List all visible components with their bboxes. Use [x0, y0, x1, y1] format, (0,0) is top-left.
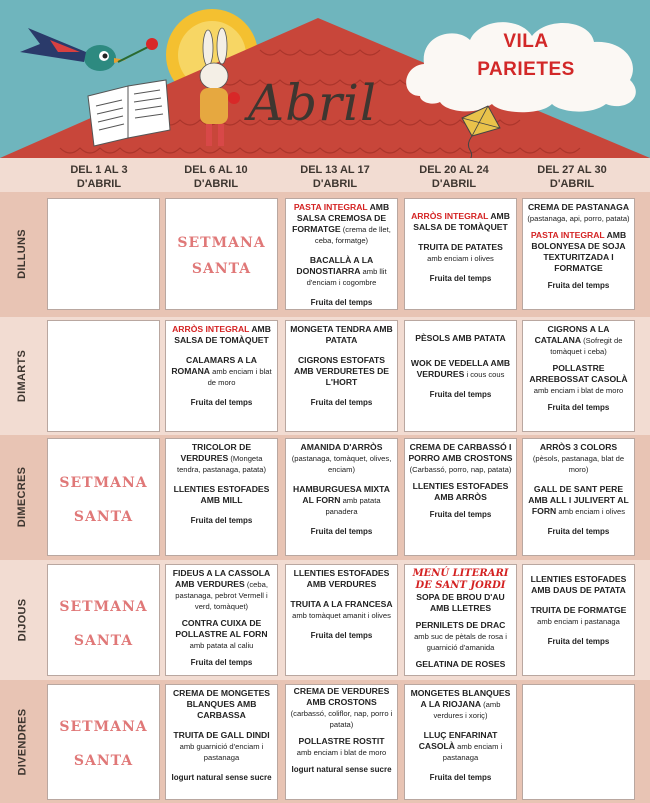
menu-cell-dimarts-w1	[47, 320, 160, 432]
sant-jordi-heading: MENÚ LITERARI DE SANT JORDI	[412, 568, 509, 591]
menu-cell-divendres-w3: CREMA DE VERDURES AMB CROSTONS (carbassó, coliflor, nap, porro i patata) POLLASTRE ROSTIT amb enciam i blat de moro Iogurt natural sense sucre	[285, 684, 398, 800]
column-header-week-3: DEL 13 AL 17 D'ABRIL	[300, 164, 370, 190]
menu-cell-dijous-w3: LLENTIES ESTOFADES AMB VERDURES TRUITA A LA FRANCESA amb tomàquet amanit i olives Fruita del temps	[285, 564, 398, 676]
column-header-week-5: DEL 27 AL 30 D'ABRIL	[537, 164, 607, 190]
menu-cell-divendres-w5	[522, 684, 635, 800]
column-header-week-4: DEL 20 AL 24 D'ABRIL	[419, 164, 489, 190]
page-title: VILA PARIETES	[477, 31, 575, 80]
menu-cell-divendres-w4: MONGETES BLANQUES A LA RIOJANA (amb verdures i xoriç) LLUÇ ENFARINAT CASOLÀ amb enciam i pastanaga Fruita del temps	[404, 684, 517, 800]
row-label-dimecres: DIMECRES	[16, 466, 28, 528]
row-label-dijous: DIJOUS	[15, 598, 28, 642]
menu-cell-dimecres-w2: TRICOLOR DE VERDURES (Mongeta tendra, pastanaga, patata) LLENTIES ESTOFADES AMB MILL Fruita del temps	[165, 438, 278, 556]
menu-cell-dimarts-w4: PÈSOLS AMB PATATA WOK DE VEDELLA AMB VERDURES i cous cous Fruita del temps	[404, 320, 517, 432]
menu-cell-dimecres-w5: ARRÒS 3 COLORS (pèsols, pastanaga, blat de moro) GALL DE SANT PERE AMB ALL I JULIVERT AL FORN amb enciam i olives Fruita del temps	[522, 438, 635, 556]
menu-cell-divendres-w1: SETMANA SANTA	[47, 684, 160, 800]
menu-cell-dimecres-w1: SETMANA SANTA	[47, 438, 160, 556]
menu-cell-dilluns-w5: CREMA DE PASTANAGA (pastanaga, api, porro, patata) PASTA INTEGRAL AMB BOLONYESA DE SOJA TEXTURITZADA I FORMATGE Fruita del temps	[522, 198, 635, 310]
menu-cell-dilluns-w4: ARRÒS INTEGRAL AMB SALSA DE TOMÀQUET TRUITA DE PATATES amb enciam i olives Fruita del temps	[404, 198, 517, 310]
menu-cell-dimarts-w5: CIGRONS A LA CATALANA (Sofregit de tomàquet i ceba) POLLASTRE ARREBOSSAT CASOLÀ amb enciam i blat de moro Fruita del temps	[522, 320, 635, 432]
menu-cell-dimarts-w2: ARRÒS INTEGRAL AMB SALSA DE TOMÀQUET CALAMARS A LA ROMANA amb enciam i blat de moro Fruita del temps	[165, 320, 278, 432]
menu-cell-divendres-w2: CREMA DE MONGETES BLANQUES AMB CARBASSA TRUITA DE GALL DINDI amb guarnició d'enciam i pastanaga Iogurt natural sense sucre	[165, 684, 278, 800]
column-header-week-1: DEL 1 AL 3 D'ABRIL	[70, 164, 128, 190]
menu-cell-dilluns-w1	[47, 198, 160, 310]
month-title: Abril	[248, 74, 377, 132]
menu-cell-dijous-w4: MENÚ LITERARI DE SANT JORDI SOPA DE BROU D'AU AMB LLETRES PERNILETS DE DRAC amb suc de pètals de rosa i guarnició d'amanida GELATINA DE ROSES	[404, 564, 517, 676]
header-illustration	[0, 0, 650, 158]
menu-cell-dilluns-w2: SETMANA SANTA	[165, 198, 278, 310]
menu-cell-dimecres-w3: AMANIDA D'ARRÒS (pastanaga, tomàquet, olives, enciam) HAMBURGUESA MIXTA AL FORN amb patata panadera Fruita del temps	[285, 438, 398, 556]
menu-cell-dijous-w2: FIDEUS A LA CASSOLA AMB VERDURES (ceba, pastanaga, pebrot Vermell i verd, tomàquet) CONTRA CUIXA DE POLLASTRE AL FORN amb patata al caliu Fruita del temps	[165, 564, 278, 676]
row-label-divendres: DIVENDRES	[16, 708, 29, 776]
column-header-week-2: DEL 6 AL 10 D'ABRIL	[184, 164, 248, 190]
menu-cell-dimecres-w4: CREMA DE CARBASSÓ I PORRO AMB CROSTONS (Carbassó, porro, nap, patata) LLENTIES ESTOFADES AMB ARRÒS Fruita del temps	[404, 438, 517, 556]
row-label-dilluns: DILLUNS	[16, 229, 29, 279]
menu-cell-dimarts-w3: MONGETA TENDRA AMB PATATA CIGRONS ESTOFATS AMB VERDURETES DE L'HORT Fruita del temps	[285, 320, 398, 432]
menu-cell-dijous-w1: SETMANA SANTA	[47, 564, 160, 676]
menu-cell-dijous-w5: LLENTIES ESTOFADES AMB DAUS DE PATATA TRUITA DE FORMATGE amb enciam i pastanaga Fruita del temps	[522, 564, 635, 676]
menu-cell-dilluns-w3: PASTA INTEGRAL AMB SALSA CREMOSA DE FORMATGE (crema de llet, ceba, formatge) BACALLÀ A LA DONOSTIARRA amb llit d'enciam i cogombre Fruita del temps	[285, 198, 398, 310]
row-label-dimarts: DIMARTS	[16, 349, 28, 403]
